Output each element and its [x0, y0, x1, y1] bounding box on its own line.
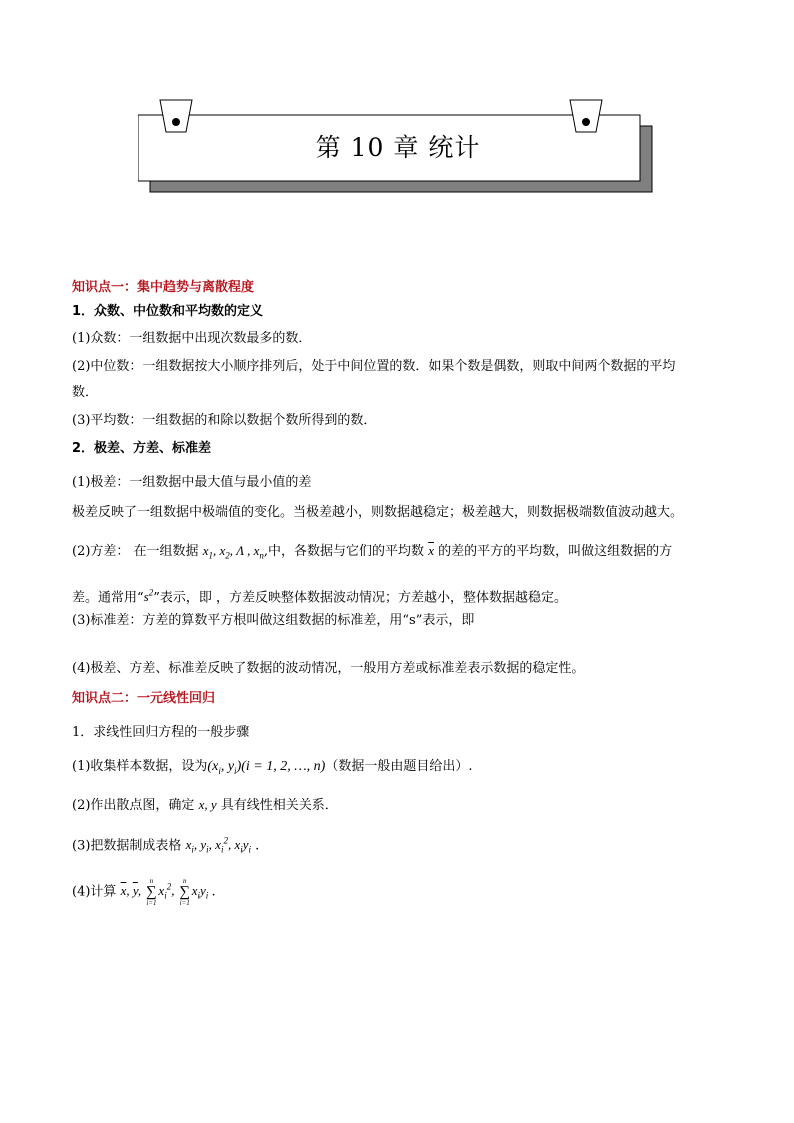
median-definition-a: (2)中位数：一组数据按大小顺序排列后，处于中间位置的数．如果个数是偶数，则取中间两个数据的平均	[72, 359, 676, 374]
chapter-title-banner	[138, 98, 652, 194]
median-definition-b: 数．	[72, 385, 99, 400]
sample-data-formula: ($x_i$, $y_i)(i = 1$, 2, …, n)	[207, 759, 326, 776]
section1-sub2: 2．极差、方差、标准差	[72, 441, 212, 456]
mean-definition: (3)平均数：一组数据的和除以数据个数所得到的数．	[72, 413, 377, 428]
left-pin-icon	[172, 118, 180, 126]
summary-line: (4)极差、方差、标准差反映了数据的波动情况，一般用方差或标准差表示数据的稳定性。	[72, 661, 585, 676]
regression-step-1: (1)收集样本数据，设为($x_i$, $y_i)(i = 1$, 2, …, n)（数据一般由题目给出）.	[72, 759, 473, 776]
regression-step-3: (3)把数据制成表格 $x_i$, $y_i$, $x_i^2$, $x_iy_i$ .	[72, 836, 260, 855]
variance-definition-a: (2)方差： 在一组数据 $x_1$, $x_2$, Λ , $x_n$,中，各数据与它们的平均数 $\overline{x}$ 的差的平方的平均数，叫做这组数据的方	[72, 543, 673, 561]
section2-heading: 知识点二：一元线性回归	[72, 691, 216, 706]
regression-step-2: (2)作出散点图，确定 x, y 具有线性相关关系．	[72, 797, 338, 813]
range-note: 极差反映了一组数据中极端值的变化。当极差越小，则数据越稳定；极差越大，则数据极端数值波动越大。	[72, 505, 684, 520]
data-sequence-formula: $x_1$, $x_2$, Λ , $x_n$	[202, 543, 264, 561]
table-columns-formula: $x_i$, $y_i$, $x_i^2$, $x_iy_i$	[185, 836, 252, 855]
section2-sub1: 1．求线性回归方程的一般步骤	[72, 725, 250, 740]
regression-step-4: (4)计算 $\overline{x}$, $\overline{y}$, n ∑ i=1 $x_i^2$, n ∑ i=1 $x_iy_i$ .	[72, 877, 216, 907]
section1-sub1: 1．众数、中位数和平均数的定义	[72, 304, 264, 319]
right-pin-icon	[582, 118, 590, 126]
section1-heading: 知识点一：集中趋势与离散程度	[72, 280, 255, 295]
variance-symbol: $s^2$	[143, 588, 154, 605]
chapter-title: 第 10 章 统计	[315, 133, 481, 162]
std-definition: (3)标准差：方差的算数平方根叫做这组数据的标准差，用“s”表示，即	[72, 613, 475, 628]
mode-definition: (1)众数：一组数据中出现次数最多的数．	[72, 331, 312, 346]
variance-definition-b: 差。通常用“$s^2$”表示，即 ，方差反映整体数据波动情况；方差越小，整体数据越稳定。	[72, 588, 567, 606]
range-definition: (1)极差：一组数据中最大值与最小值的差	[72, 475, 312, 490]
compute-formula: $\overline{x}$, $\overline{y}$, n ∑ i=1 $x_i^2$, n ∑ i=1 $x_iy_i$	[120, 877, 209, 907]
xy-variables-formula: x, y	[198, 797, 217, 812]
mean-x-bar-formula: $\overline{x}$	[428, 543, 434, 558]
